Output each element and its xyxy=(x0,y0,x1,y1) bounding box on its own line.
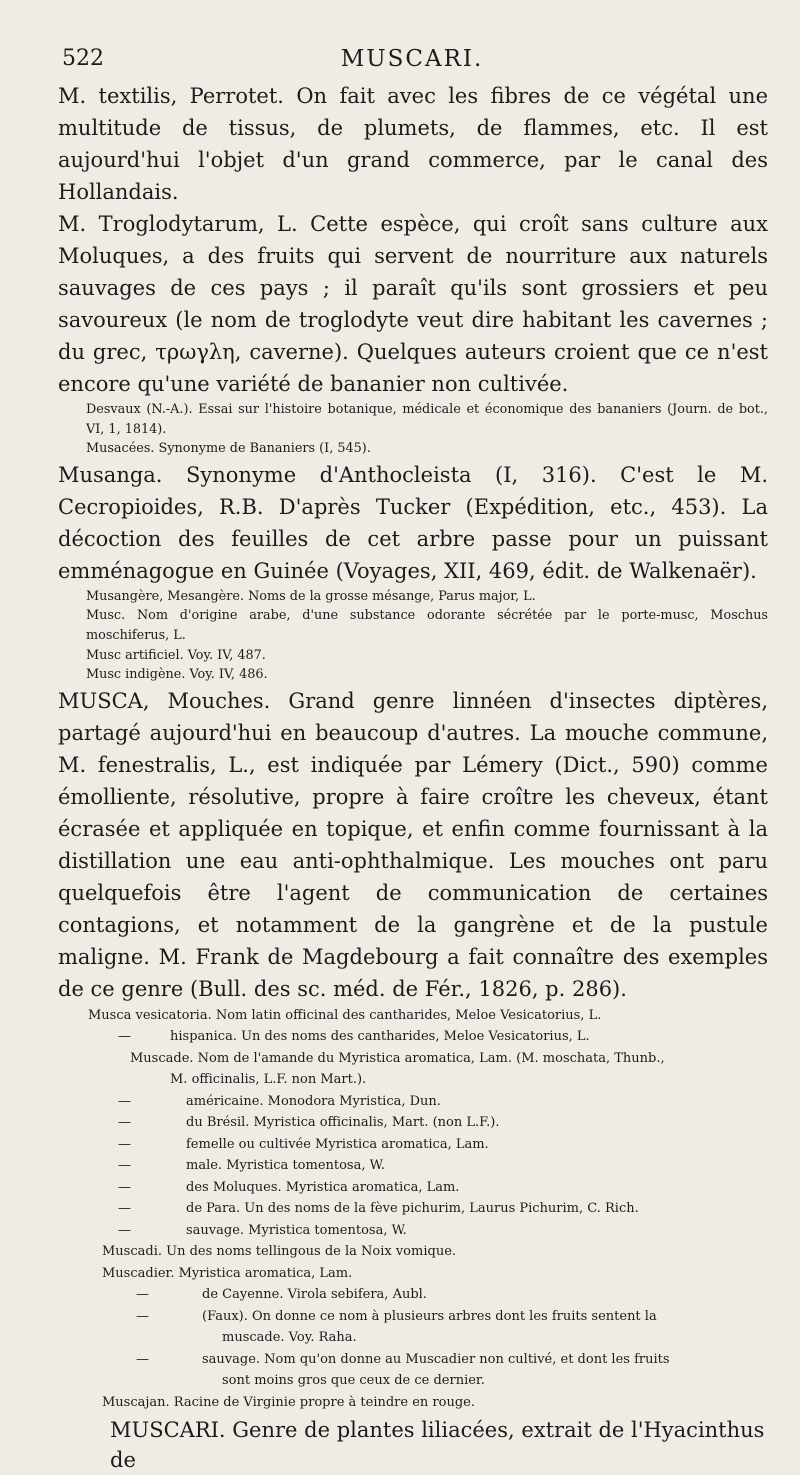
list-item-text: américaine. Monodora Myristica, Dun. xyxy=(186,1093,441,1109)
list-item-text: des Moluques. Myristica aromatica, Lam. xyxy=(186,1179,460,1195)
list-item xyxy=(58,1284,768,1306)
list-dash: — xyxy=(118,1093,131,1109)
list-item xyxy=(58,1112,768,1134)
text-column xyxy=(58,80,768,1475)
entry-troglodytarum: M. Troglodytarum, L. Cette espèce, qui croît sans culture aux Moluques, a des fruits qui servent de nourriture aux naturels sauvages de ces pays ; il paraît qu'ils sont grossiers et peu savoureux (le nom de troglodyte veut dire habitant les cavernes ; du grec, τρωγλη, caverne). Quelques auteurs croient que ce n'est encore qu'une variété de bananier non cultivée. xyxy=(58,212,768,396)
list-dash: — xyxy=(118,1029,131,1045)
list-item-text: femelle ou cultivée Myristica aromatica, Lam. xyxy=(186,1136,489,1152)
entry-desvaux: Desvaux (N.-A.). Essai sur l'histoire botanique, médicale et économique des bananiers (Journ. de bot., VI, 1, 1814). xyxy=(86,402,768,437)
list-item-cont: M. officinalis, L.F. non Mart.). xyxy=(170,1072,367,1088)
list-item xyxy=(58,1026,768,1048)
list-item: Muscadier. Myristica aromatica, Lam. xyxy=(102,1265,353,1281)
list-item xyxy=(58,1177,768,1199)
list-dash: — xyxy=(136,1308,149,1324)
list-item-text: de Para. Un des noms de la fève pichurim, Laurus Pichurim, C. Rich. xyxy=(186,1201,639,1217)
list-dash: — xyxy=(118,1136,131,1152)
list-item: Muscadi. Un des noms tellingous de la Noix vomique. xyxy=(102,1244,457,1260)
list-item-text: du Brésil. Myristica officinalis, Mart. (non L.F.). xyxy=(186,1115,500,1131)
entry-musc-indigene: Musc indigène. Voy. IV, 486. xyxy=(86,667,268,683)
list-dash: — xyxy=(118,1222,131,1238)
list-item xyxy=(58,1306,768,1328)
list-item xyxy=(58,1198,768,1220)
list-item xyxy=(58,1349,768,1371)
list-item: Musca vesicatoria. Nom latin officinal des cantharides, Meloe Vesicatorius, L. xyxy=(88,1007,602,1023)
list-item xyxy=(58,1220,768,1242)
entry-musangere: Musangère, Mesangère. Noms de la grosse mésange, Parus major, L. xyxy=(86,588,536,604)
list-item-text: sauvage. Nom qu'on donne au Muscadier non cultivé, et dont les fruits xyxy=(202,1351,670,1367)
entry-muscari: MUSCARI. Genre de plantes liliacées, extrait de l'Hyacinthus de xyxy=(110,1418,765,1473)
list-dash: — xyxy=(136,1287,149,1303)
list-item xyxy=(58,1155,768,1177)
entry-musc-artificiel: Musc artificiel. Voy. IV, 487. xyxy=(86,647,266,663)
list-item-text: (Faux). On donne ce nom à plusieurs arbres dont les fruits sentent la xyxy=(202,1308,657,1324)
list-item-text: male. Myristica tomentosa, W. xyxy=(186,1158,385,1174)
list-item-text: sauvage. Myristica tomentosa, W. xyxy=(186,1222,407,1238)
index-list xyxy=(58,1005,768,1414)
list-item-cont: sont moins gros que ceux de ce dernier. xyxy=(222,1373,485,1389)
list-item xyxy=(58,1091,768,1113)
entry-musc: Musc. Nom d'origine arabe, d'une substance odorante sécrétée par le porte-musc, Moschus moschiferus, L. xyxy=(86,608,768,643)
list-dash: — xyxy=(118,1179,131,1195)
list-item-text: de Cayenne. Virola sebifera, Aubl. xyxy=(202,1287,427,1303)
list-dash: — xyxy=(118,1201,131,1217)
list-dash: — xyxy=(118,1115,131,1131)
list-item-cont: muscade. Voy. Raha. xyxy=(222,1330,357,1346)
entry-textilis: M. textilis, Perrotet. On fait avec les fibres de ce végétal une multitude de tissus, de plumets, de flammes, etc. Il est aujourd'hui l'objet d'un grand commerce, par le canal des Hollandais. xyxy=(58,84,768,204)
list-dash: — xyxy=(118,1158,131,1174)
list-item xyxy=(58,1134,768,1156)
list-item: Muscade. Nom de l'amande du Myristica aromatica, Lam. (M. moschata, Thunb., xyxy=(130,1050,665,1066)
entry-musanga: Musanga. Synonyme d'Anthocleista (I, 316). C'est le M. Cecropioides, R.B. D'après Tucker (Expédition, etc., 453). La décoction des feuilles de cet arbre passe pour un puissant emménagogue en Guinée (Voyages, XII, 469, édit. de Walkenaër). xyxy=(58,462,768,583)
page-number: 522 xyxy=(62,46,104,71)
page-header xyxy=(62,46,762,80)
list-item: Muscajan. Racine de Virginie propre à teindre en rouge. xyxy=(102,1394,475,1410)
list-item-text: hispanica. Un des noms des cantharides, Meloe Vesicatorius, L. xyxy=(170,1029,590,1045)
entry-musacees: Musacées. Synonyme de Bananiers (I, 545). xyxy=(86,441,371,457)
running-head: MUSCARI. xyxy=(340,46,484,72)
entry-musca: MUSCA, Mouches. Grand genre linnéen d'insectes diptères, partagé aujourd'hui en beaucoup d'autres. La mouche commune, M. fenestralis, L., est indiquée par Lémery (Dict., 590) comme émolliente, résolutive, propre à faire croître les cheveux, étant écrasée et appliquée en topique, et enfin comme fournissant à la distillation une eau anti-ophthalmique. Les mouches ont paru quelquefois être l'agent de communication de certaines contagions, et notamment de la gangrène et de la pustule maligne. M. Frank de Magdebourg a fait connaître des exemples de ce genre (Bull. des sc. méd. de Fér., 1826, p. 286). xyxy=(58,688,768,1001)
list-dash: — xyxy=(136,1351,149,1367)
